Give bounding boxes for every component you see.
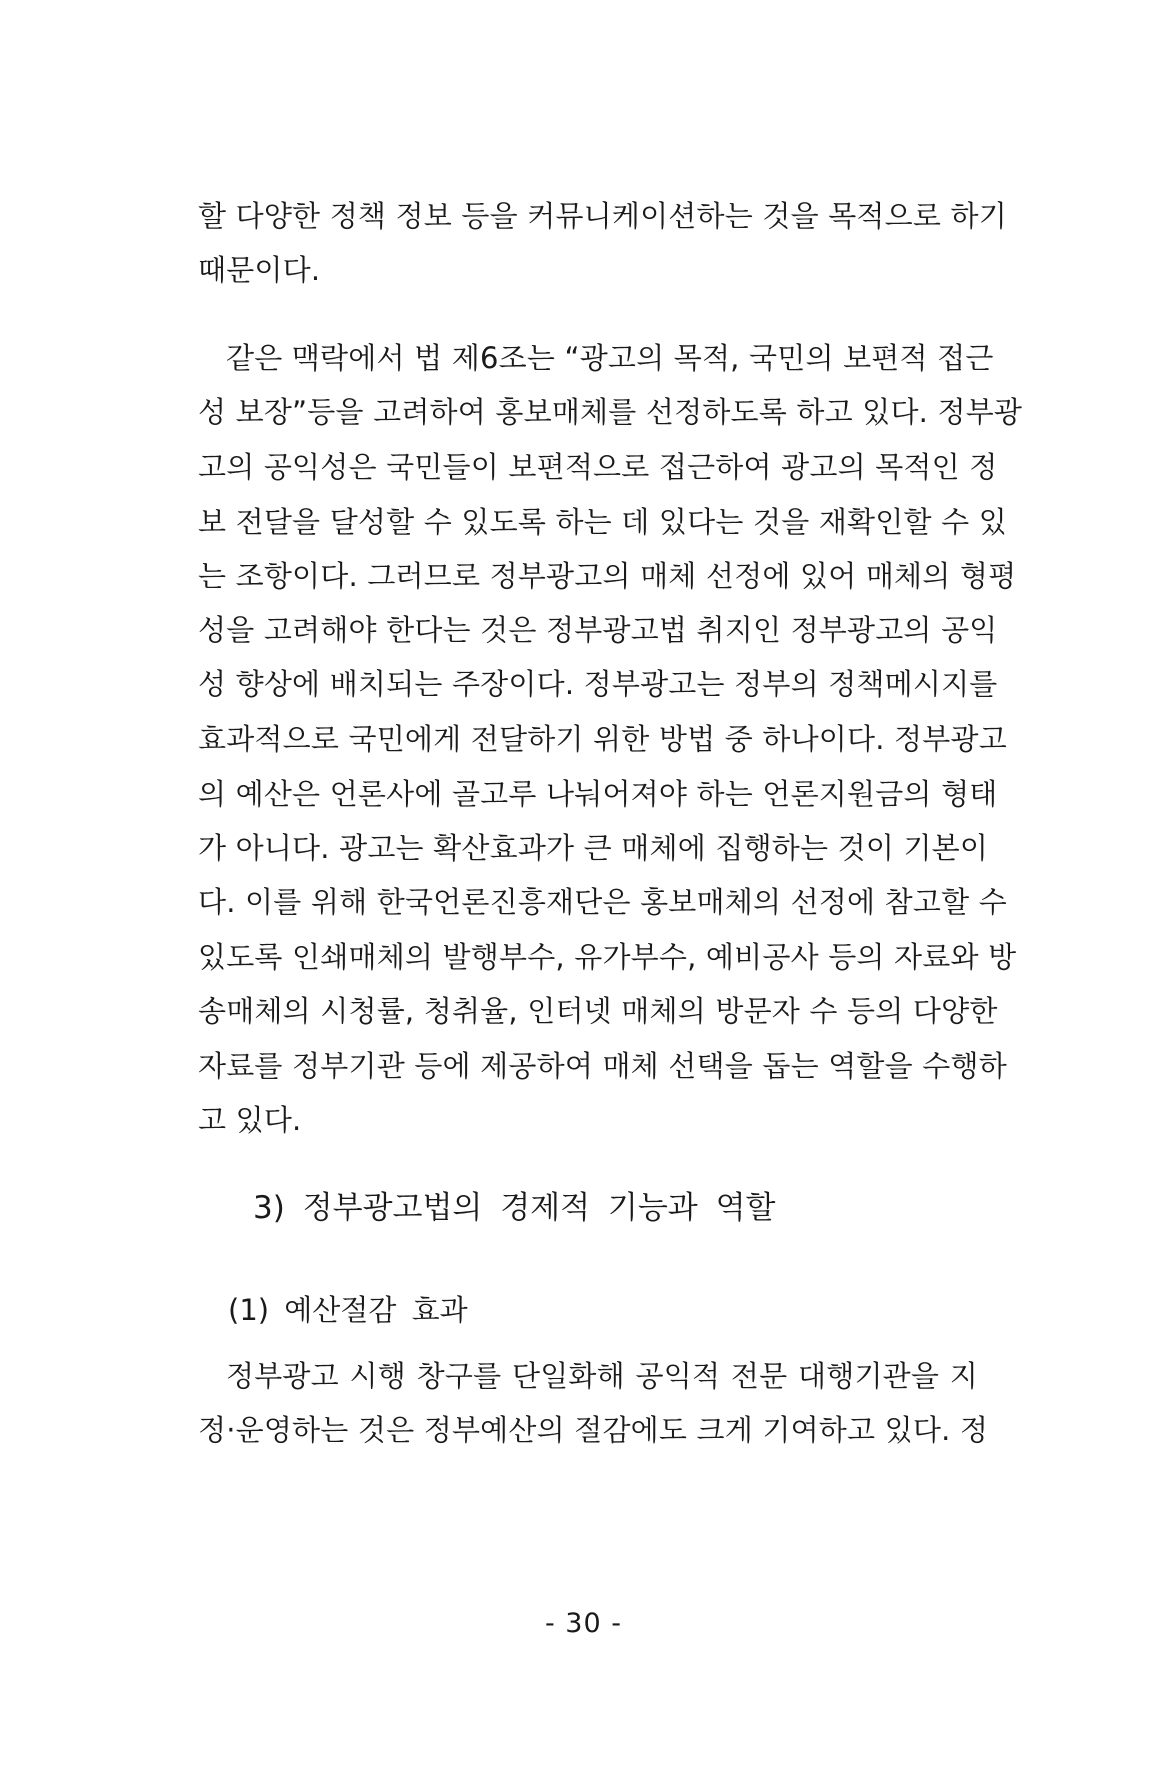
paragraph-line: 는 조항이다. 그러므로 정부광고의 매체 선정에 있어 매체의 형평: [198, 559, 1017, 593]
paragraph-line: 보 전달을 달성할 수 있도록 하는 데 있다는 것을 재확인할 수 있: [198, 505, 1007, 539]
paragraph-line: 정·운영하는 것은 정부예산의 절감에도 크게 기여하고 있다. 정: [198, 1413, 989, 1447]
paragraph-line: 의 예산은 언론사에 골고루 나눠어져야 하는 언론지원금의 형태: [198, 777, 998, 811]
page-number: - 30 -: [544, 1608, 622, 1639]
paragraph-line: 자료를 정부기관 등에 제공하여 매체 선택을 돕는 역할을 수행하: [198, 1049, 1007, 1083]
paragraph-line: 다. 이를 위해 한국언론진흥재단은 홍보매체의 선정에 참고할 수: [198, 885, 1007, 919]
paragraph-line: 송매체의 시청률, 청취율, 인터넷 매체의 방문자 수 등의 다양한: [198, 994, 998, 1028]
paragraph-line: 성 향상에 배치되는 주장이다. 정부광고는 정부의 정책메시지를: [198, 667, 998, 701]
paragraph-line: 정부광고 시행 창구를 단일화해 공익적 전문 대행기관을 지: [226, 1359, 978, 1393]
paragraph-line: 고의 공익성은 국민들이 보편적으로 접근하여 광고의 목적인 정: [198, 450, 998, 484]
section-heading: 3) 정부광고법의 경제적 기능과 역할: [253, 1190, 776, 1226]
paragraph-line: 가 아니다. 광고는 확산효과가 큰 매체에 집행하는 것이 기본이: [198, 831, 989, 865]
paragraph-line: 효과적으로 국민에게 전달하기 위한 방법 중 하나이다. 정부광고: [198, 722, 1007, 756]
paragraph-line: 고 있다.: [198, 1103, 302, 1137]
paragraph-line: 같은 맥락에서 법 제6조는 “광고의 목적, 국민의 보편적 접근: [226, 341, 994, 375]
paragraph-line: 때문이다.: [198, 253, 321, 287]
paragraph-line: 있도록 인쇄매체의 발행부수, 유가부수, 예비공사 등의 자료와 방: [198, 940, 1017, 974]
paragraph-line: 할 다양한 정책 정보 등을 커뮤니케이션하는 것을 목적으로 하기: [198, 199, 1007, 233]
paragraph-line: 성을 고려해야 한다는 것은 정부광고법 취지인 정부광고의 공익: [198, 613, 998, 647]
paragraph-line: 성 보장”등을 고려하여 홍보매체를 선정하도록 하고 있다. 정부광: [198, 395, 1023, 429]
subsection-heading: (1) 예산절감 효과: [228, 1293, 468, 1327]
